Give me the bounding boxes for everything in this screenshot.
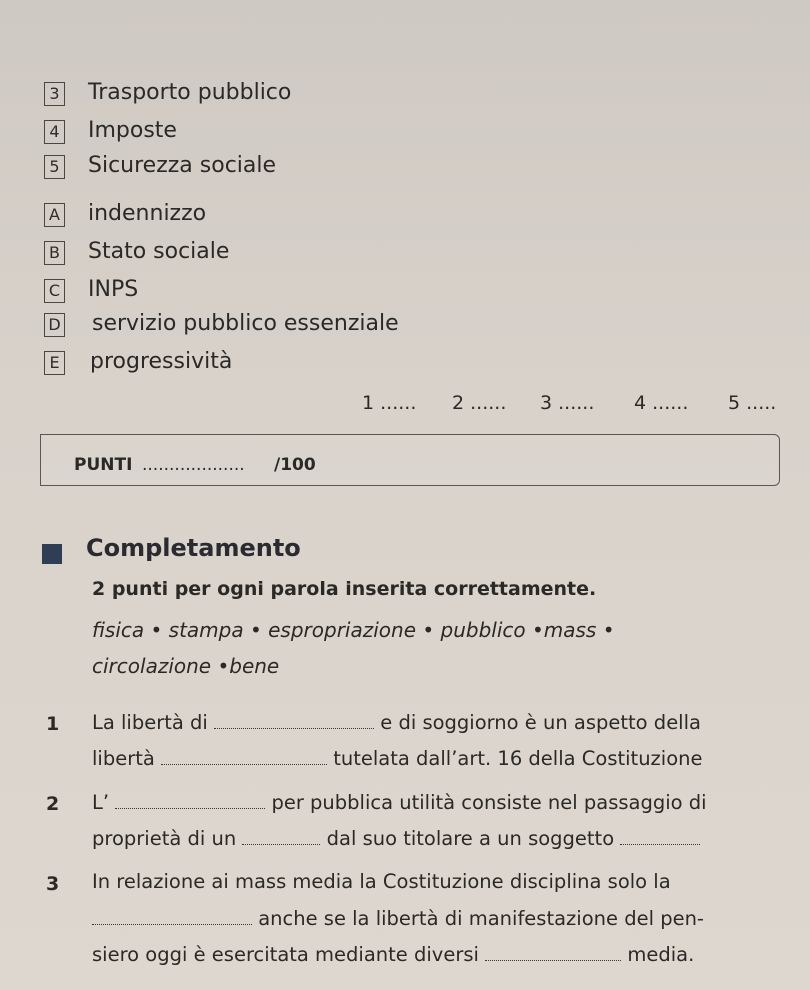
question-text: In relazione ai mass media la Costituzione disciplina solo la [92,870,671,893]
blank-1a[interactable] [214,710,374,729]
item-label-inps: INPS [88,277,139,302]
item-label-trasporto: Trasporto pubblico [88,80,292,105]
question-3-line-3 [92,942,694,966]
answer-dots: ...... [470,392,507,414]
item-label-stato-sociale: Stato sociale [88,239,230,264]
question-text: proprietà di un [92,827,237,850]
question-number-3: 3 [46,873,60,895]
blank-1b[interactable] [161,746,327,765]
item-label-imposte: Imposte [88,118,177,143]
question-text: e di soggiorno è un aspetto della [380,711,701,734]
question-text: libertà [92,747,155,770]
blank-3a[interactable] [92,906,252,925]
question-3-line-1 [92,870,671,893]
answer-slot-2[interactable] [452,392,506,414]
item-letter-box-c: C [44,279,65,303]
scoring-rule: 2 punti per ogni parola inserita correttamente. [92,578,597,600]
answer-number: 5 [728,392,741,414]
question-2-line-1 [92,790,707,814]
question-1-line-1 [92,710,701,734]
question-text: siero oggi è esercitata mediante diversi [92,943,479,966]
answer-number: 3 [540,392,553,414]
question-3-line-2 [92,906,704,930]
question-text: anche se la libertà di manifestazione del pen- [258,907,704,930]
blank-2b[interactable] [242,826,320,845]
item-number-box-3: 3 [44,82,65,106]
answer-slot-1[interactable] [362,392,416,414]
word-bank-line-1: fisica • stampa • espropriazione • pubblico •mass • [92,618,615,642]
score-label: PUNTI [74,455,133,475]
question-text: media. [627,943,695,966]
section-title: Completamento [86,534,301,562]
item-label-progressivita: progressività [90,349,233,374]
section-bullet [42,544,62,564]
item-label-servizio: servizio pubblico essenziale [92,311,399,336]
question-text: L’ [92,791,110,814]
answer-number: 2 [452,392,465,414]
item-number-box-5: 5 [44,155,65,179]
word-bank-line-2: circolazione •bene [92,654,280,678]
question-number-2: 2 [46,793,60,815]
question-text: dal suo titolare a un soggetto [326,827,615,850]
item-letter-box-a: A [44,203,65,227]
blank-2a[interactable] [115,790,265,809]
question-text: per pubblica utilità consiste nel passaggio di [271,791,707,814]
answer-number: 4 [634,392,647,414]
answer-dots: ..... [746,392,777,414]
item-label-indennizzo: indennizzo [88,201,207,226]
answer-slot-4[interactable] [634,392,688,414]
answer-dots: ...... [558,392,595,414]
blank-3b[interactable] [485,942,621,961]
blank-2c[interactable] [620,826,700,845]
score-blank[interactable]: ................... [142,455,245,475]
item-label-sicurezza: Sicurezza sociale [88,153,277,178]
answer-dots: ...... [652,392,689,414]
question-2-line-2 [92,826,700,850]
question-text: La libertà di [92,711,208,734]
answer-slot-5[interactable] [728,392,776,414]
question-text: tutelata dall’art. 16 della Costituzione [333,747,703,770]
item-letter-box-e: E [44,351,65,375]
question-1-line-2 [92,746,703,770]
answer-number: 1 [362,392,375,414]
item-letter-box-b: B [44,241,65,265]
score-total: /100 [274,455,316,475]
answer-slot-3[interactable] [540,392,594,414]
item-number-box-4: 4 [44,120,65,144]
item-letter-box-d: D [44,313,65,337]
question-number-1: 1 [46,713,60,735]
answer-dots: ...... [380,392,417,414]
